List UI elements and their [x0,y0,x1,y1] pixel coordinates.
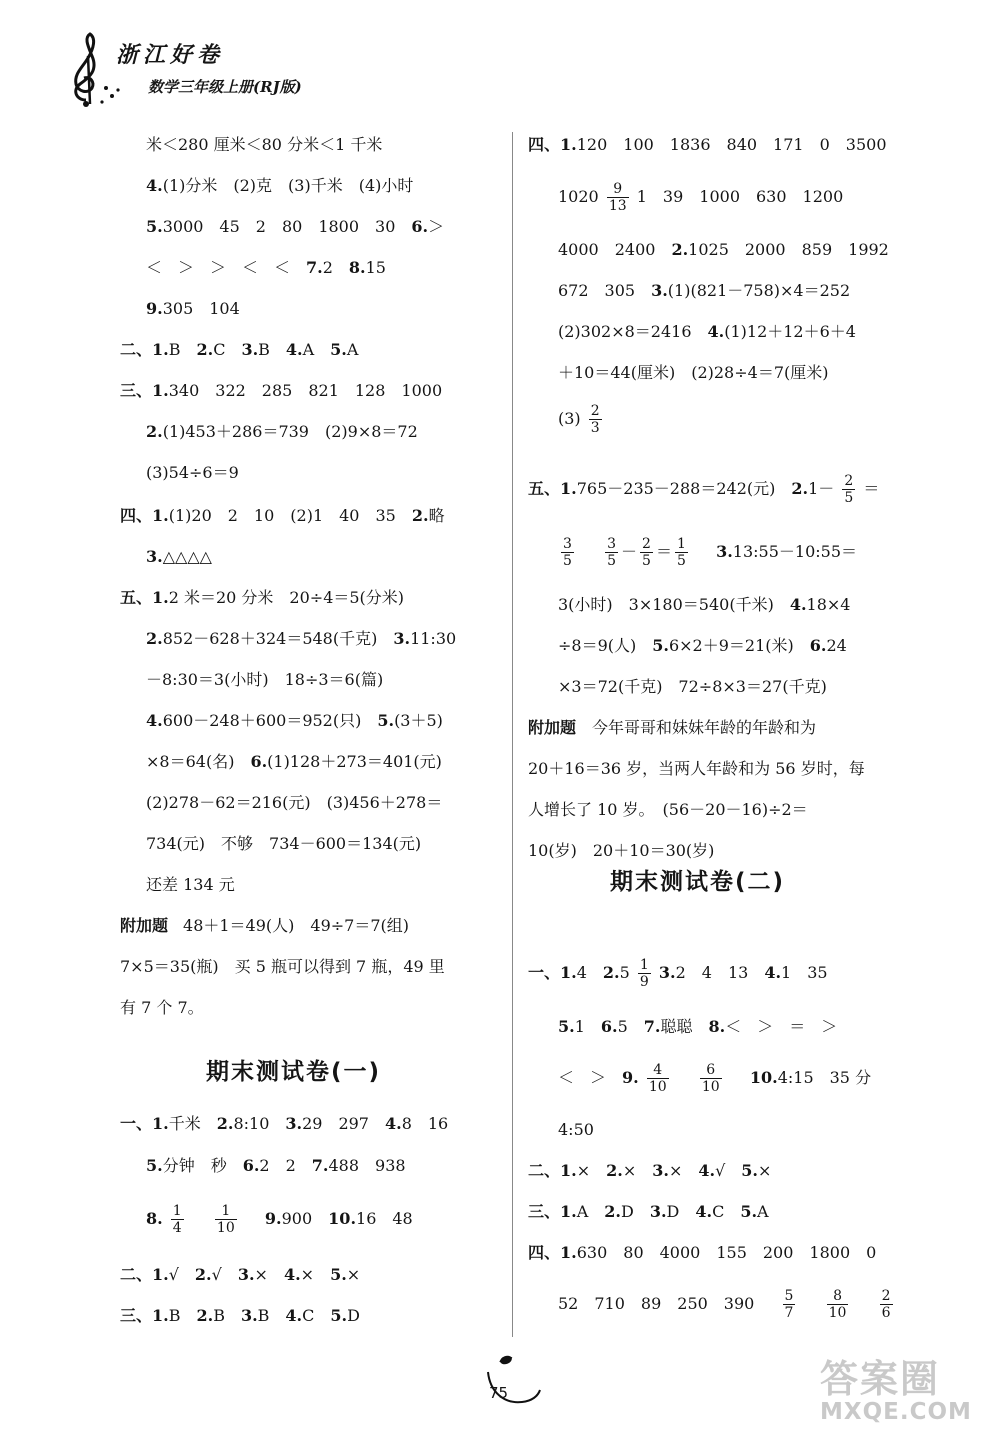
answer-line: 7×5＝35(瓶) 买 5 瓶可以得到 7 瓶，49 里 [120,957,445,976]
fraction: $\frac{2}{3}$ [590,403,600,436]
fraction: $\frac{3}{5}$ [607,536,617,569]
fraction: $\frac{2}{5}$ [844,473,854,506]
answer-line: －8:30＝3(小时) 18÷3＝6(篇) [146,670,384,689]
page-number: 75 [489,1384,509,1402]
answer-line: 1020 $\frac{9}{13}$ 1 39 1000 630 1200 [558,181,844,214]
answer-line: 5.3000 45 2 80 1800 30 6.＞ [146,217,445,236]
book-subtitle: 数学三年级上册(RJ版) [148,78,302,96]
fraction: $\frac{3}{5}$ [563,536,572,569]
fraction: $\frac{2}{5}$ [642,536,651,569]
answer-line: ×8＝64(名) 6.(1)128＋273＝401(元) [146,752,442,771]
answer-line: 5.分钟 秒 6.2 2 7.488 938 [146,1156,406,1175]
answer-line: 8. $\frac{1}{4}$ $\frac{1}{10}$ 9.900 10.16 48 [146,1203,413,1236]
answer-line: ＜ ＞ 9. $\frac{4}{10}$ $\frac{6}{10}$ 10.4:15 35 分 [558,1062,872,1095]
answer-line: 5.1 6.5 7.聪聪 8.＜ ＞ ＝ ＞ [558,1017,838,1036]
answer-line: ＋10＝44(厘米) (2)28÷4＝7(厘米) [558,363,829,382]
answer-line: $\frac{3}{5}$ $\frac{3}{5}$ － $\frac{2}{5}$ ＝ $\frac{1}{5}$ 3.13:55－10:55＝ [563,536,858,569]
answer-line: (3) $\frac{2}{3}$ [558,403,600,436]
answer-line: 有 7 个 7。 [120,998,204,1017]
answer-line: 3(小时) 3×180＝540(千米) 4.18×4 [558,595,851,614]
answer-line: 附加题 今年哥哥和妹妹年龄的年龄和为 [528,718,817,737]
answer-line: 4:50 [558,1120,594,1139]
answer-line: 二、1.B 2.C 3.B 4.A 5.A [120,340,359,359]
answer-line: 一、1.4 2.5 $\frac{1}{9}$ 3.2 4 13 4.1 35 [528,957,828,990]
answer-line: 四、1.630 80 4000 155 200 1800 0 [528,1243,877,1262]
answer-line: (3)54÷6＝9 [146,463,239,482]
answer-line: 734(元) 不够 734－600＝134(元) [146,834,422,853]
section-title-final-exam-2: 期末测试卷(二) [610,869,786,895]
brand-title: 浙江好卷 [116,42,225,68]
answer-line: 五、1.765－235－288＝242(元) 2.1－ $\frac{2}{5}$ ＝ [528,473,880,506]
answer-line: (2)278－62＝216(元) (3)456＋278＝ [146,793,443,812]
answer-line: 4000 2400 2.1025 2000 859 1992 [558,240,889,259]
book-header [62,30,382,110]
answer-line: 2.852－628＋324＝548(千克) 3.11:30 [146,629,457,648]
fraction: $\frac{1}{5}$ [676,536,686,569]
answer-line: 672 305 3.(1)(821－758)×4＝252 [558,281,851,300]
answer-line: 附加题 48＋1＝49(人) 49÷7＝7(组) [120,916,410,935]
answer-line: 4.600－248＋600＝952(只) 5.(3＋5) [146,711,443,730]
section-title-final-exam-1: 期末测试卷(一) [206,1059,382,1085]
answer-line: 三、1.A 2.D 3.D 4.C 5.A [528,1202,769,1221]
fraction: $\frac{6}{10}$ [701,1062,720,1095]
answer-line: ×3＝72(千克) 72÷8×3＝27(千克) [558,677,827,696]
answer-line: (2)302×8＝2416 4.(1)12＋12＋6＋4 [558,322,856,341]
fraction: $\frac{8}{10}$ [828,1288,847,1321]
answer-line: 10(岁) 20＋10＝30(岁) [528,841,715,860]
answer-line: 20＋16＝36 岁，当两人年龄和为 56 岁时，每 [528,759,865,778]
answer-line: 二、1.× 2.× 3.× 4.√ 5.× [528,1161,772,1180]
fraction: $\frac{2}{6}$ [881,1288,891,1321]
answer-line: 二、1.√ 2.√ 3.× 4.× 5.× [120,1265,361,1284]
answer-line: 米＜280 厘米＜80 分米＜1 千米 [146,135,383,154]
answer-line: ÷8＝9(人) 5.6×2＋9＝21(米) 6.24 [558,636,847,655]
fraction: $\frac{1}{4}$ [172,1203,182,1236]
answer-line: 2.(1)453＋286＝739 (2)9×8＝72 [146,422,418,441]
answer-line: 五、1.2 米＝20 分米 20÷4＝5(分米) [120,588,405,607]
answer-line: 人增长了 10 岁。 (56－20－16)÷2＝ [528,800,808,819]
column-divider [512,132,513,1337]
fraction: $\frac{1}{9}$ [639,957,649,990]
fraction: $\frac{5}{7}$ [784,1288,794,1321]
answer-line: 四、1.(1)20 2 10 (2)1 40 35 2.略 [120,506,445,525]
fraction: $\frac{9}{13}$ [608,181,627,214]
answer-line: 4.(1)分米 (2)克 (3)千米 (4)小时 [146,176,414,195]
answer-line: 四、1.120 100 1836 840 171 0 3500 [528,135,887,154]
answer-line: 还差 134 元 [146,875,235,894]
answer-line: 52 710 89 250 390 $\frac{5}{7}$ $\frac{8}{10}$ $\frac{2}{6}$ [558,1288,891,1321]
answer-line: 三、1.340 322 285 821 128 1000 [120,381,443,400]
fraction: $\frac{4}{10}$ [648,1062,667,1095]
answer-line: 三、1.B 2.B 3.B 4.C 5.D [120,1306,360,1325]
answer-line: 9.305 104 [146,299,240,318]
answer-line: 3.△△△△ [146,547,212,566]
site-watermark: 答案圈 MXQE.COM [820,1357,972,1425]
answer-line: 一、1.千米 2.8:10 3.29 297 4.8 16 [120,1114,449,1133]
treble-clef-icon [62,30,122,108]
answer-line: ＜ ＞ ＞ ＜ ＜ 7.2 8.15 [146,258,386,277]
fraction: $\frac{1}{10}$ [216,1203,235,1236]
